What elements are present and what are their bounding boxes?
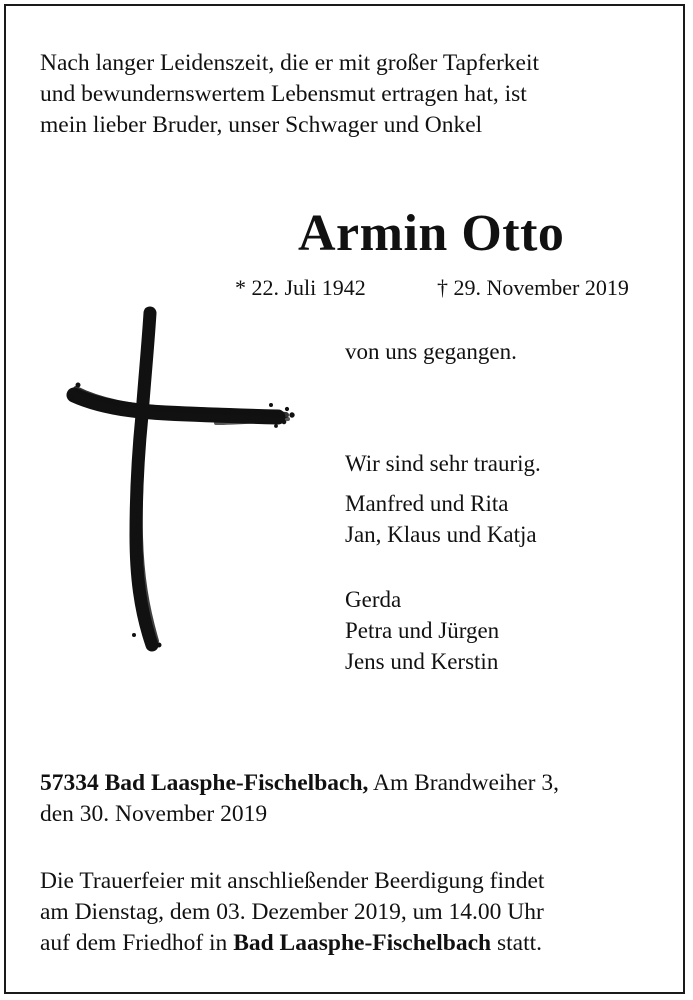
address-street: Am Brandweiher 3, — [368, 770, 559, 796]
address-date: den 30. November 2019 — [40, 801, 268, 827]
birth-date: * 22. Juli 1942 — [235, 275, 366, 300]
funeral-location: Bad Laasphe-Fischelbach — [233, 930, 492, 956]
mourners-group-1 — [345, 488, 537, 550]
funeral-line-1: Die Trauerfeier mit anschließender Beerdigung findet — [40, 868, 545, 894]
mourner-line: Jens und Kerstin — [345, 649, 499, 674]
funeral-line-2: am Dienstag, dem 03. Dezember 2019, um 14.00 Uhr — [40, 899, 544, 925]
mourning-statement: Wir sind sehr traurig. — [345, 451, 541, 476]
address-place: 57334 Bad Laasphe-Fischelbach, — [40, 770, 369, 796]
funeral-line-3 — [40, 928, 660, 959]
deceased-name: Armin Otto — [298, 205, 565, 262]
funeral-info — [40, 866, 660, 959]
intro-line-2: und bewundernswertem Lebensmut ertragen hat, ist — [40, 81, 527, 107]
address-block — [40, 768, 660, 830]
mourners-group-2 — [345, 584, 499, 677]
mourner-line: Manfred und Rita — [345, 491, 509, 516]
mourner-line: Gerda — [345, 587, 402, 612]
death-date: † 29. November 2019 — [437, 275, 629, 300]
funeral-location-prefix: auf dem Friedhof in — [40, 930, 234, 956]
intro-text — [40, 48, 660, 141]
intro-line-3: mein lieber Bruder, unser Schwager und Onkel — [40, 112, 483, 138]
passing-text: von uns gegangen. — [345, 339, 517, 364]
intro-line-1: Nach langer Leidenszeit, die er mit großer Tapferkeit — [40, 50, 540, 76]
mourner-line: Jan, Klaus und Katja — [345, 522, 537, 547]
mourner-line: Petra und Jürgen — [345, 618, 500, 643]
brush-stroke-cross-icon — [66, 305, 296, 655]
funeral-location-suffix: statt. — [491, 930, 543, 956]
address-line — [40, 768, 660, 799]
